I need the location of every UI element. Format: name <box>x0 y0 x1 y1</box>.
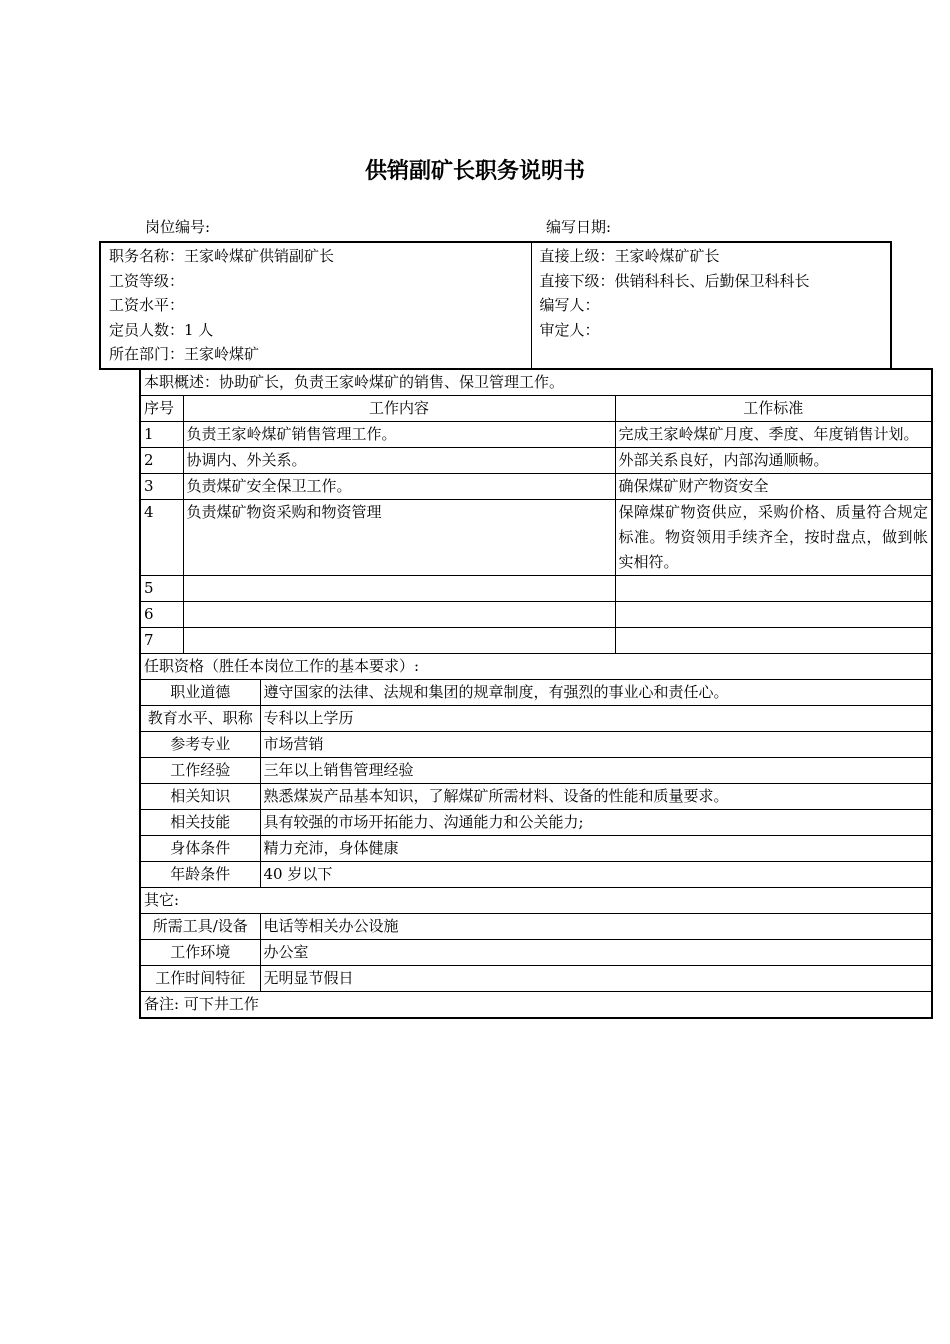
table-row <box>140 576 932 602</box>
header-info-table <box>99 241 892 370</box>
duty-no: 3 <box>140 474 183 500</box>
col-header-content: 工作内容 <box>183 396 615 422</box>
qualification-label: 相关知识 <box>140 784 260 810</box>
duty-content: 负责煤矿安全保卫工作。 <box>183 474 615 500</box>
qualifications-heading: 任职资格（胜任本岗位工作的基本要求）: <box>140 654 932 680</box>
duty-standard: 完成王家岭煤矿月度、季度、年度销售计划。 <box>615 422 932 448</box>
job-summary: 本职概述：协助矿长，负责王家岭煤矿的销售、保卫管理工作。 <box>140 369 932 396</box>
duty-standard <box>615 628 932 654</box>
table-row <box>140 862 932 888</box>
table-row <box>140 758 932 784</box>
qualification-label: 身体条件 <box>140 836 260 862</box>
col-header-standard: 工作标准 <box>615 396 932 422</box>
qualification-value: 精力充沛，身体健康 <box>260 836 932 862</box>
reviewer-field: 审定人： <box>539 320 600 339</box>
duty-no: 1 <box>140 422 183 448</box>
qualification-value: 熟悉煤炭产品基本知识，了解煤矿所需材料、设备的性能和质量要求。 <box>260 784 932 810</box>
duties-header-row <box>140 396 932 422</box>
header-left-column <box>100 242 531 369</box>
table-row <box>140 706 932 732</box>
duty-content: 协调内、外关系。 <box>183 448 615 474</box>
note: 备注: 可下井工作 <box>140 992 932 1019</box>
qualification-label: 年龄条件 <box>140 862 260 888</box>
duty-content <box>183 602 615 628</box>
direct-subordinate-field: 直接下级：供销科科长、后勤保卫科科长 <box>539 271 810 290</box>
table-row <box>140 836 932 862</box>
qualification-value: 三年以上销售管理经验 <box>260 758 932 784</box>
qualification-value: 具有较强的市场开拓能力、沟通能力和公关能力; <box>260 810 932 836</box>
duty-standard: 确保煤矿财产物资安全 <box>615 474 932 500</box>
other-label: 工作环境 <box>140 940 260 966</box>
job-title-field: 职务名称：王家岭煤矿供销副矿长 <box>109 247 335 265</box>
qualification-value: 市场营销 <box>260 732 932 758</box>
qualifications-heading-row <box>140 654 932 680</box>
table-row <box>140 628 932 654</box>
other-heading-row <box>140 888 932 914</box>
table-row <box>140 784 932 810</box>
other-heading: 其它: <box>140 888 932 914</box>
duty-content <box>183 576 615 602</box>
table-row <box>140 422 932 448</box>
table-row <box>140 966 932 992</box>
department-field: 所在部门：王家岭煤矿 <box>109 345 260 364</box>
other-label: 工作时间特征 <box>140 966 260 992</box>
date-label: 编写日期: <box>546 218 612 236</box>
duty-no: 7 <box>140 628 183 654</box>
table-row <box>140 940 932 966</box>
duty-no: 5 <box>140 576 183 602</box>
qualification-label: 职业道德 <box>140 680 260 706</box>
duty-content: 负责煤矿物资采购和物资管理 <box>183 500 615 576</box>
duty-no: 4 <box>140 500 183 576</box>
headcount-field: 定员人数：1 人 <box>109 320 214 339</box>
table-row <box>140 810 932 836</box>
qualification-value: 40 岁以下 <box>260 862 932 888</box>
author-field: 编写人： <box>539 296 600 315</box>
duty-content <box>183 628 615 654</box>
post-number-label: 岗位编号: <box>145 218 211 236</box>
summary-row <box>140 369 932 396</box>
other-value: 电话等相关办公设施 <box>260 914 932 940</box>
job-description-table <box>139 368 933 1019</box>
duty-standard: 外部关系良好，内部沟通顺畅。 <box>615 448 932 474</box>
other-value: 无明显节假日 <box>260 966 932 992</box>
qualification-value: 遵守国家的法律、法规和集团的规章制度，有强烈的事业心和责任心。 <box>260 680 932 706</box>
note-row <box>140 992 932 1019</box>
duty-no: 2 <box>140 448 183 474</box>
direct-superior-field: 直接上级：王家岭煤矿矿长 <box>539 247 720 265</box>
other-label: 所需工具/设备 <box>140 914 260 940</box>
table-row <box>140 602 932 628</box>
salary-level-field: 工资水平： <box>109 296 185 315</box>
duty-content: 负责王家岭煤矿销售管理工作。 <box>183 422 615 448</box>
table-row <box>140 680 932 706</box>
qualification-label: 教育水平、职称 <box>140 706 260 732</box>
header-right-column <box>531 242 891 369</box>
col-header-no: 序号 <box>140 396 183 422</box>
table-row <box>140 448 932 474</box>
duty-no: 6 <box>140 602 183 628</box>
table-row <box>140 732 932 758</box>
other-value: 办公室 <box>260 940 932 966</box>
qualification-label: 参考专业 <box>140 732 260 758</box>
qualification-label: 相关技能 <box>140 810 260 836</box>
qualification-value: 专科以上学历 <box>260 706 932 732</box>
table-row <box>140 500 932 576</box>
duty-standard <box>615 576 932 602</box>
duty-standard <box>615 602 932 628</box>
salary-grade-field: 工资等级： <box>109 271 185 290</box>
table-row <box>140 474 932 500</box>
duty-standard: 保障煤矿物资供应，采购价格、质量符合规定标准。物资领用手续齐全，按时盘点，做到帐实相符。 <box>615 500 932 576</box>
page-title: 供销副矿长职务说明书 <box>364 159 585 184</box>
table-row <box>140 914 932 940</box>
qualification-label: 工作经验 <box>140 758 260 784</box>
